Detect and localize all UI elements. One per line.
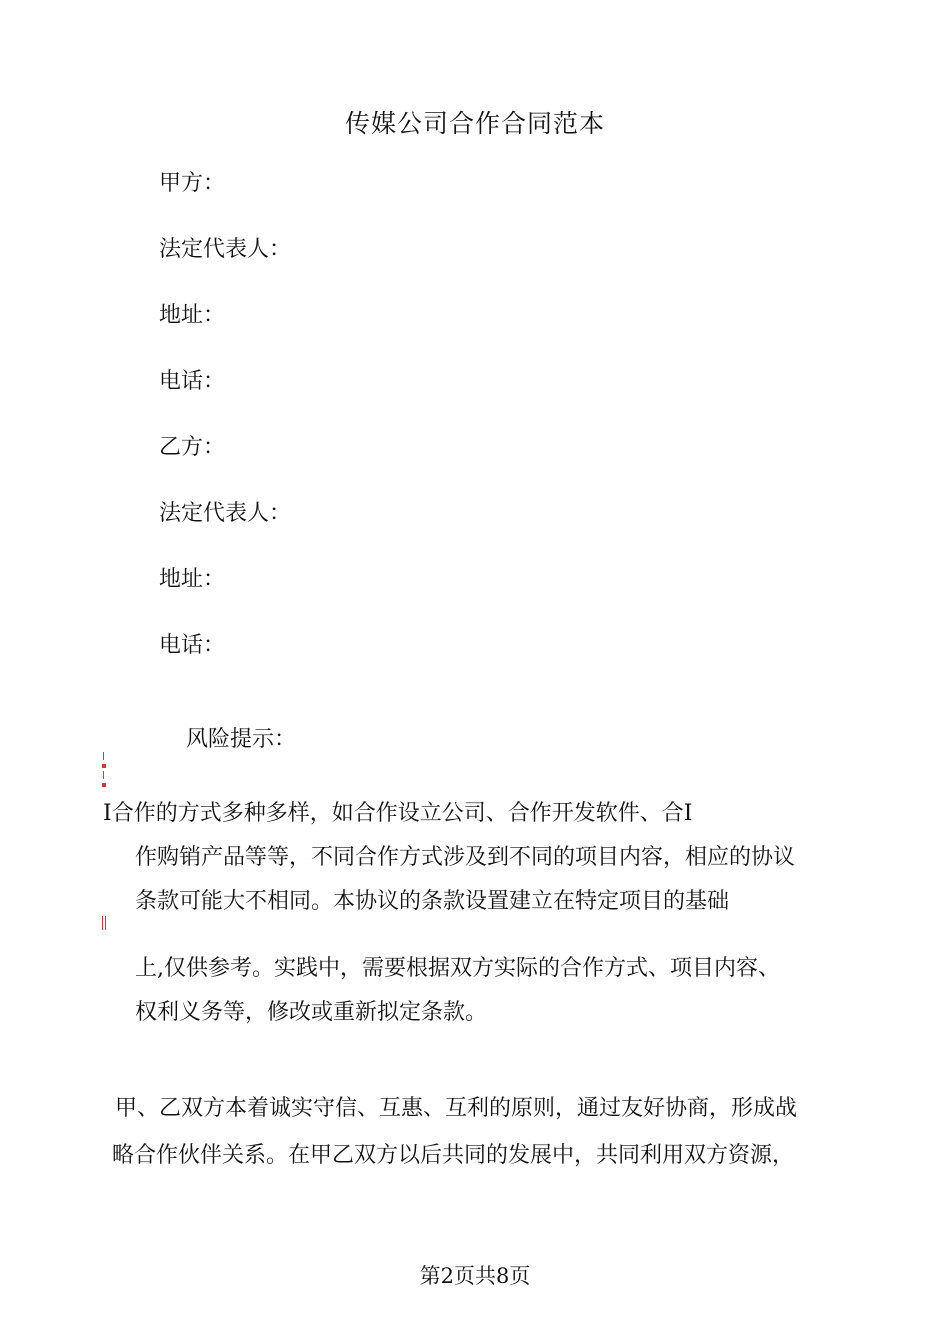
party-b-address: 地址： [159,567,226,592]
revision-mark-dot [102,783,106,787]
risk-notice-line: 条款可能大不相同。本协议的条款设置建立在特定项目的基础 [135,889,730,914]
party-a-phone: 电话： [159,369,226,394]
risk-notice-line: 权利义务等，修改或重新拟定条款。 [135,1000,488,1025]
risk-notice-line: I合作的方式多种多样，如合作设立公司、合作开发软件、合I [103,801,693,826]
body-line: 略合作伙伴关系。在甲乙双方以后共同的发展中，共同利用双方资源， [112,1143,795,1168]
revision-mark-line [102,916,103,930]
party-b-label: 乙方： [159,435,226,460]
revision-mark-line [103,752,104,760]
party-b-phone: 电话： [159,633,226,658]
risk-notice-line: 上,仅供参考。实践中，需要根据双方实际的合作方式、项目内容、 [135,956,780,981]
party-a-address: 地址： [159,303,226,328]
revision-mark-dot [102,764,106,768]
party-a-label: 甲方： [159,171,226,196]
risk-notice-heading: 风险提示： [186,727,297,752]
revision-mark-line [105,916,106,930]
body-line: 甲、乙双方本着诚实守信、互惠、互利的原则，通过友好协商，形成战 [115,1096,798,1121]
risk-notice-line: 作购销产品等等，不同合作方式涉及到不同的项目内容，相应的协议 [135,845,796,870]
page-indicator: 第2页共8页 [419,1264,531,1288]
document-title: 传媒公司合作合同范本 [344,109,605,138]
revision-mark-line [103,771,104,779]
party-b-legal-rep: 法定代表人： [159,501,292,526]
party-a-legal-rep: 法定代表人： [159,237,292,262]
